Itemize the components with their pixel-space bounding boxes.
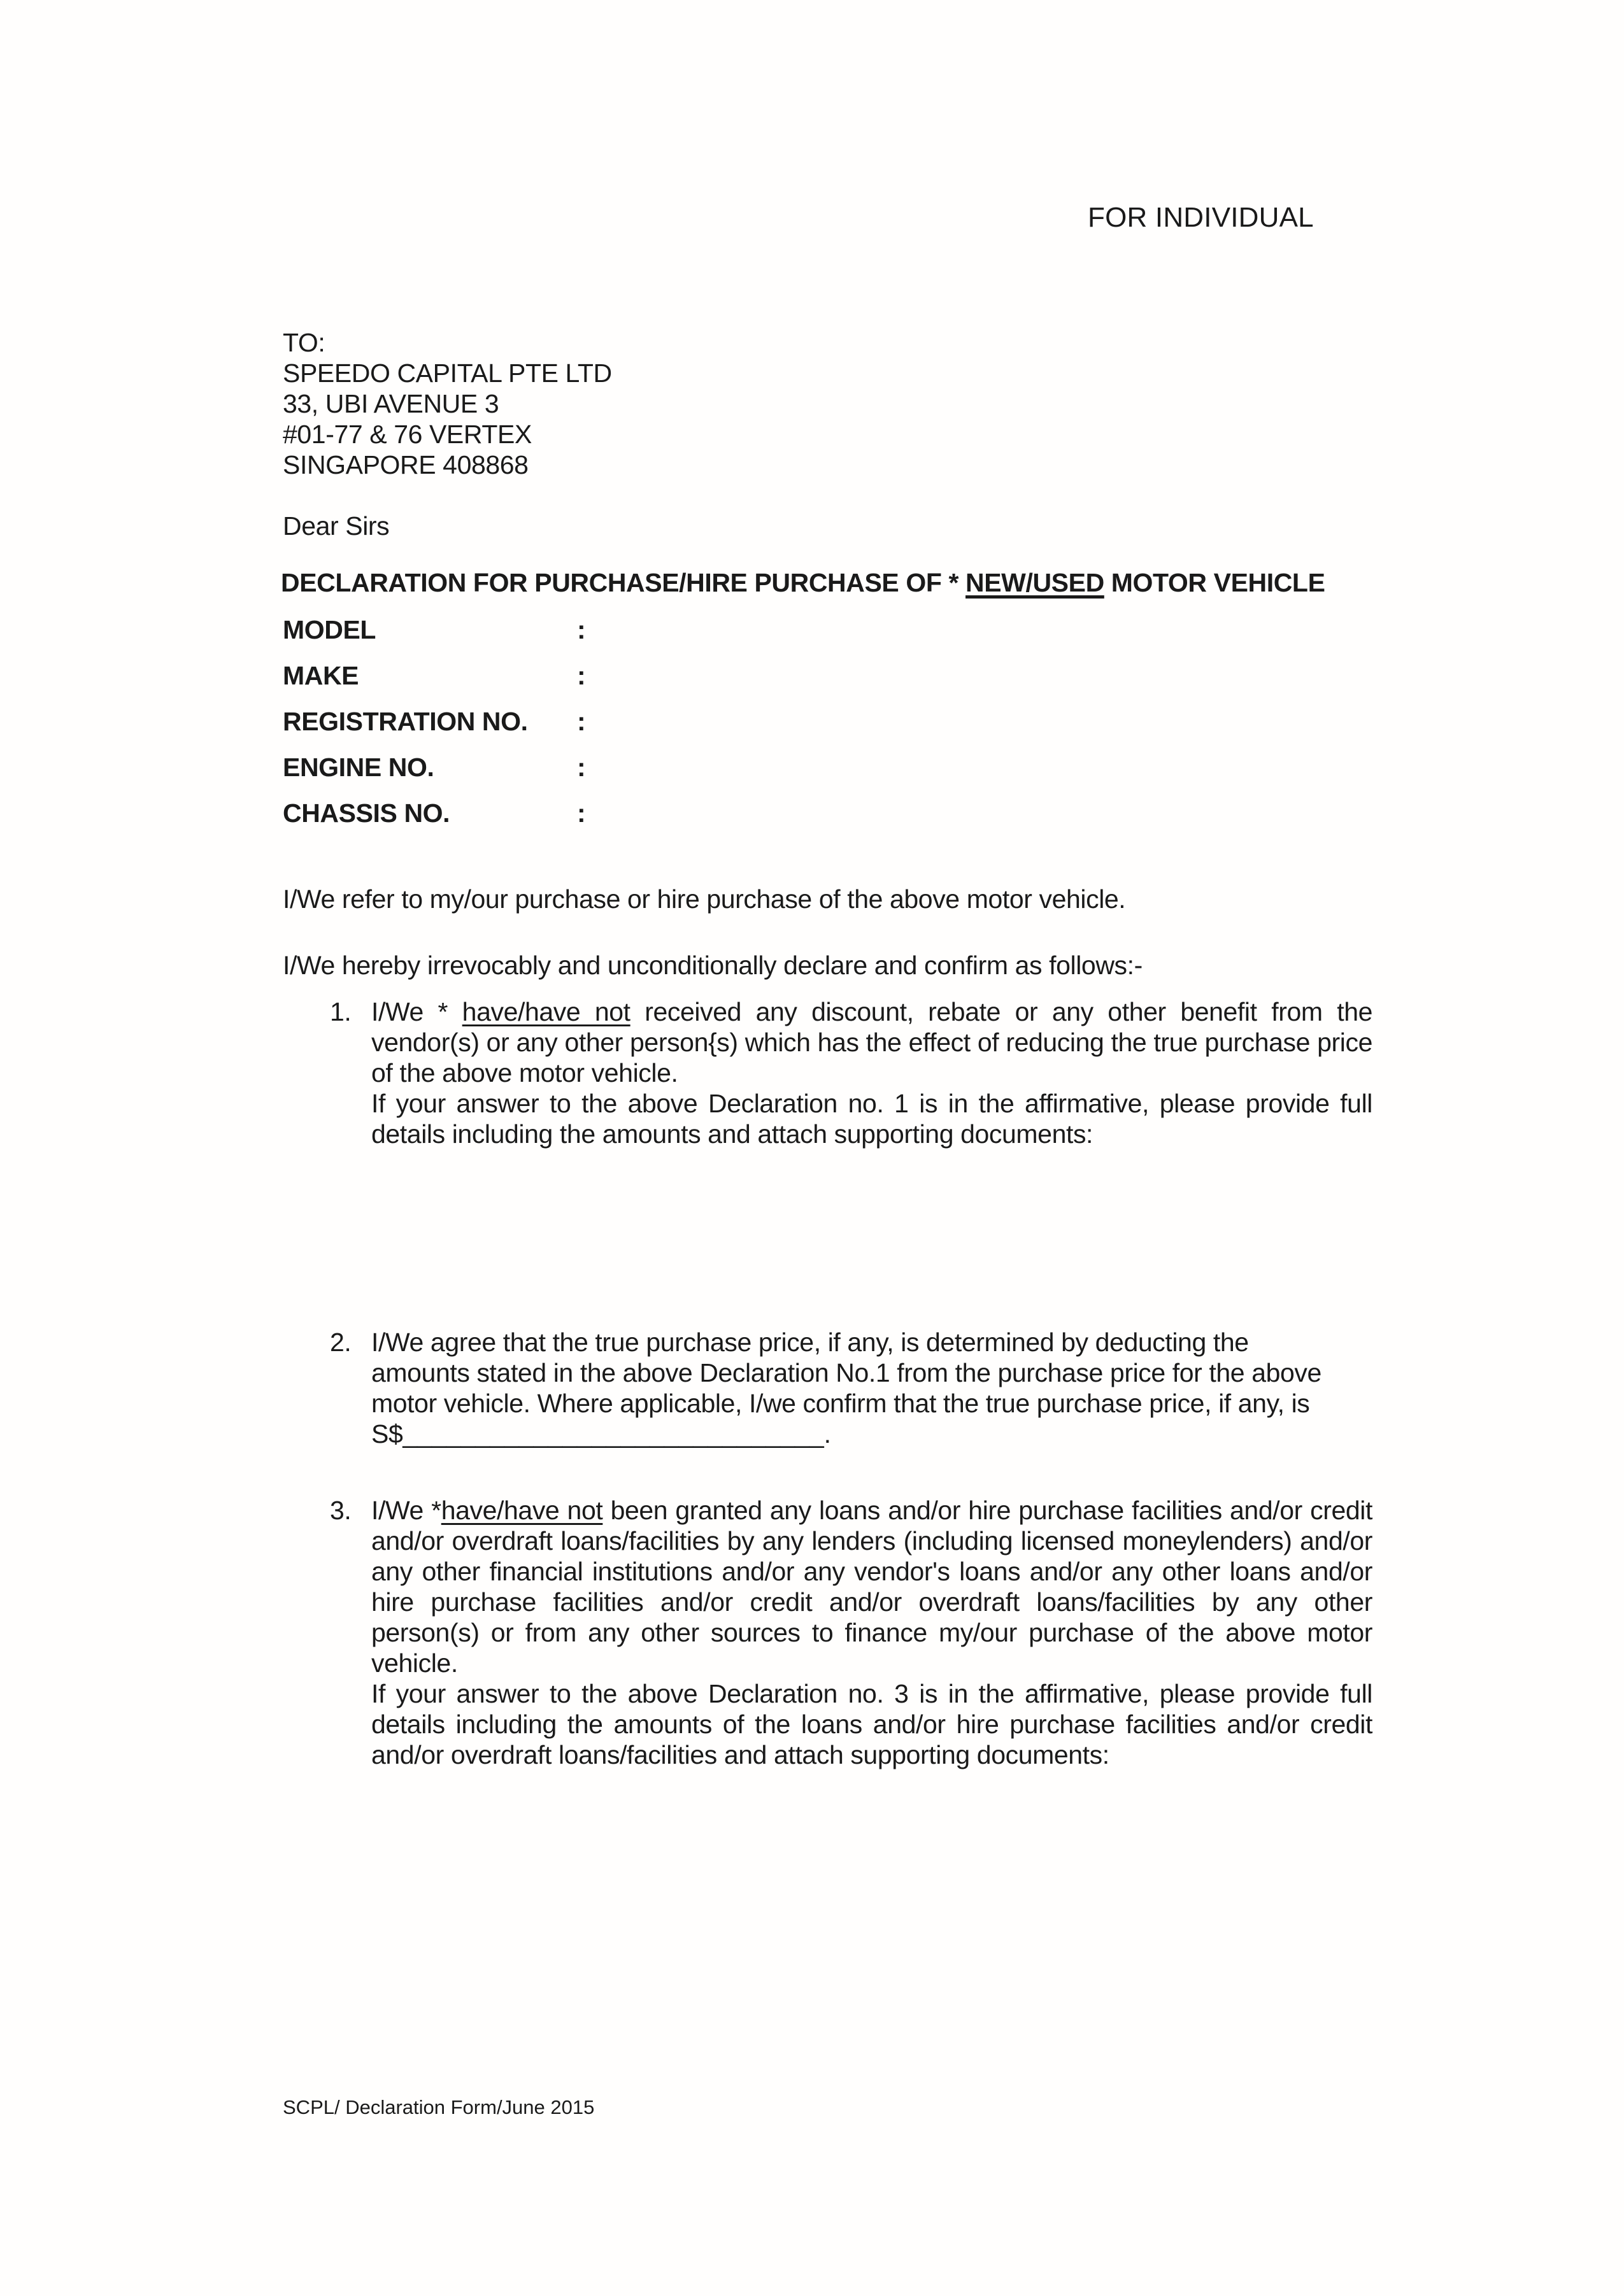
field-label-model: MODEL [283,615,376,644]
item-2-body [371,1327,1372,1449]
field-row-make [283,661,602,691]
item-1-underlined-have-have-not: have/have not [462,997,630,1026]
field-colon: : [577,753,586,782]
amount-blank-line: _____________________________ [402,1419,824,1449]
to-label: TO: [283,328,325,357]
field-label-engine-no: ENGINE NO. [283,753,434,782]
item-3-text-pre: I/We * [371,1496,441,1525]
item-1-followup: If your answer to the above Declaration no. 1 is in the affirmative, please provide full details including the amounts and attach supporting documents: [371,1089,1372,1149]
item-2-line-1: I/We agree that the true purchase price, if any, is determined by deducting the [371,1328,1249,1357]
item-3-number: 3. [330,1496,352,1525]
recipient-address-line-2: #01-77 & 76 VERTEX [283,420,532,449]
field-label-chassis-no: CHASSIS NO. [283,798,450,828]
declaration-heading-pre: DECLARATION FOR PURCHASE/HIRE PURCHASE OF * [281,568,966,597]
item-2-line-2: amounts stated in the above Declaration No.1 from the purchase price for the above [371,1358,1321,1387]
item-3-statement [371,1495,1372,1678]
item-3-body [371,1495,1372,1770]
item-1-text-post: received any discount, rebate or any other benefit from the vendor(s) or any other person{s) which has the effect of reducing the true purchase price of the above motor vehicle. [371,997,1372,1088]
document-type-label: FOR INDIVIDUAL [1088,202,1314,233]
item-3-underlined-have-have-not: have/have not [441,1496,603,1525]
vehicle-details-fields [283,615,602,844]
item-1-statement [371,996,1372,1088]
field-row-engine-no [283,753,602,783]
field-colon: : [577,707,586,736]
recipient-address-block [283,327,612,480]
item-1-number: 1. [330,997,352,1026]
field-row-model [283,615,602,645]
item-2-line-3: motor vehicle. Where applicable, I/we confirm that the true purchase price, if any, is [371,1389,1310,1418]
declaration-heading [281,567,1325,598]
field-colon: : [577,798,586,828]
item-1-text-pre: I/We * [371,997,462,1026]
amount-line-period: . [823,1419,831,1449]
recipient-address-line-3: SINGAPORE 408868 [283,450,529,479]
item-1-body [371,996,1372,1149]
amount-currency-prefix: S$ [371,1419,403,1449]
intro-paragraph: I/We refer to my/our purchase or hire purchase of the above motor vehicle. [283,884,1126,914]
field-label-registration-no: REGISTRATION NO. [283,707,528,736]
recipient-company-name: SPEEDO CAPITAL PTE LTD [283,358,612,388]
declaration-heading-post: MOTOR VEHICLE [1104,568,1325,597]
declaration-item-3 [330,1495,1372,1770]
item-2-number: 2. [330,1328,352,1357]
declaration-heading-underlined-term: NEW/USED [965,568,1104,597]
declaration-item-2 [330,1327,1372,1449]
recipient-address-line-1: 33, UBI AVENUE 3 [283,389,499,418]
salutation: Dear Sirs [283,511,390,541]
field-colon: : [577,661,586,690]
item-3-text-post: been granted any loans and/or hire purchase facilities and/or credit and/or overdraft loans/facilities by any lenders (including licensed moneylenders) and/or any other financial institutions and/or any vendor's loans and/or any other loans and/or hire purchase facilities and/or credit and/or overdraft loans/facilities by any other person(s) or from any other sources to finance my/our purchase of the above motor vehicle. [371,1496,1372,1678]
field-label-make: MAKE [283,661,359,690]
field-row-registration-no [283,707,602,737]
field-row-chassis-no [283,798,602,828]
declaration-item-1 [330,996,1372,1149]
field-colon: : [577,615,586,644]
item-2-amount-line [371,1419,1372,1449]
document-footer-reference: SCPL/ Declaration Form/June 2015 [283,2096,595,2118]
item-3-followup: If your answer to the above Declaration no. 3 is in the affirmative, please provide full details including the amounts of the loans and/or hire purchase facilities and/or credit and/or overdraft loans/facilities and attach supporting documents: [371,1679,1372,1769]
declaration-lead-in-paragraph: I/We hereby irrevocably and unconditionally declare and confirm as follows:- [283,951,1143,980]
